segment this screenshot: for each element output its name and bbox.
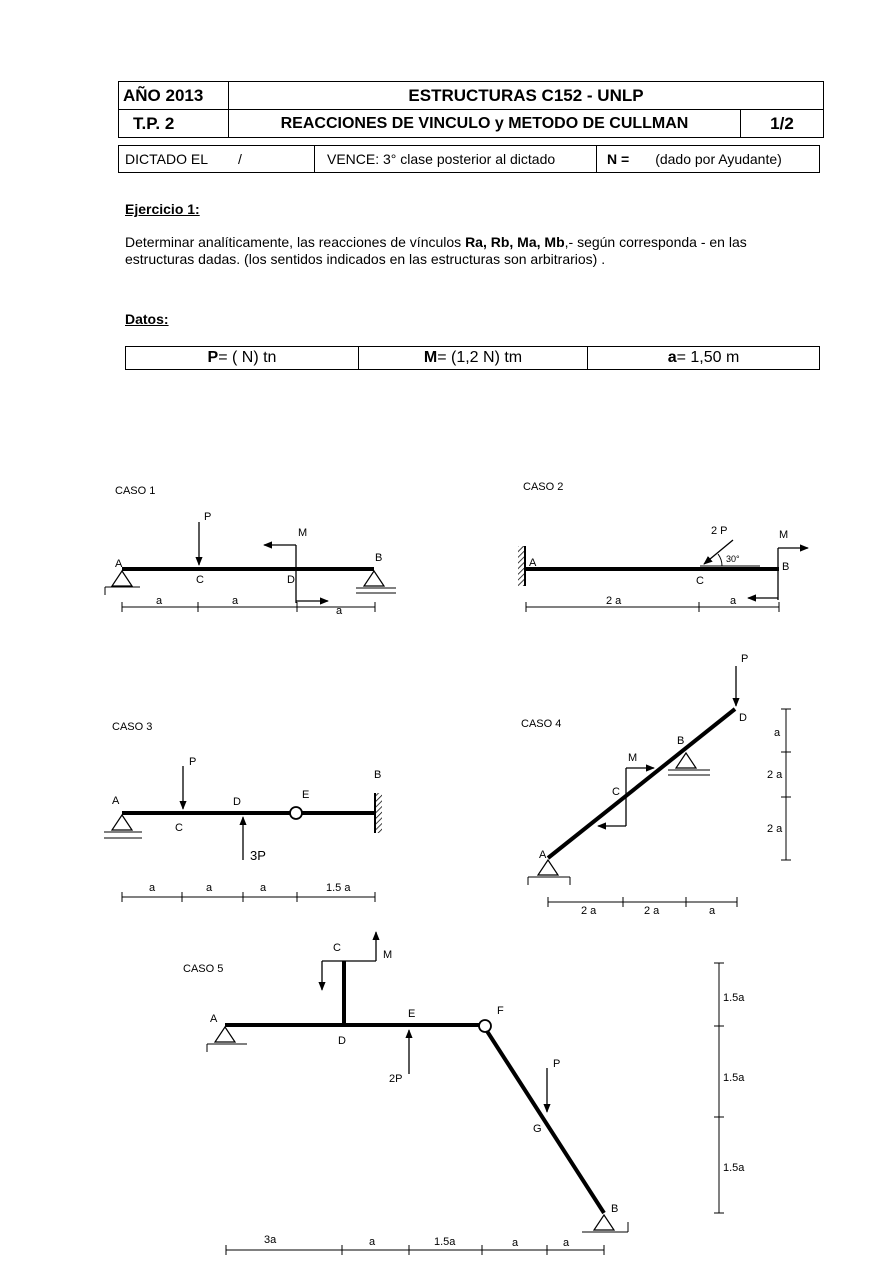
caso4-label-b: B <box>677 735 685 747</box>
caso1-dim-3: a <box>336 605 343 617</box>
caso-1-diagram <box>105 485 396 617</box>
datos-p: P = ( N) tn <box>126 347 359 369</box>
datos-m: M = (1,2 N) tm <box>359 347 588 369</box>
caso4-label-a: A <box>539 849 547 861</box>
exercise-text: Determinar analíticamente, las reacciones de vínculos Ra, Rb, Ma, Mb,- según corresponda - en las estructuras dadas. (los sentidos indicados en las estructuras son arbitrarios) . <box>125 234 747 267</box>
caso5-dim-h5: a <box>563 1237 570 1249</box>
caso1-support-b <box>356 571 396 593</box>
caso4-dim-h3: a <box>709 905 716 917</box>
caso2-label-a: A <box>529 557 537 569</box>
caso1-title: CASO 1 <box>115 485 156 497</box>
caso5-dim-v3: 1.5a <box>723 1162 745 1174</box>
caso5-dim-h2: a <box>369 1236 376 1248</box>
caso5-support-b <box>582 1215 628 1232</box>
subject-title: REACCIONES DE VINCULO y METODO DE CULLMAN <box>229 110 741 137</box>
caso2-label-b: B <box>782 561 790 573</box>
caso5-inclined-bar <box>485 1028 604 1213</box>
caso4-bar <box>548 709 735 858</box>
vence-label: VENCE: 3° clase posterior al dictado <box>315 146 597 172</box>
dictado-label: DICTADO EL <box>125 151 208 167</box>
course-title: ESTRUCTURAS C152 - UNLP <box>408 85 644 105</box>
caso3-dim-2: a <box>206 882 213 894</box>
caso-5-diagram <box>183 932 745 1255</box>
caso3-label-p: P <box>189 756 197 768</box>
caso5-label-g: G <box>533 1123 542 1135</box>
caso4-dim-v2: 2 a <box>767 769 783 781</box>
caso4-dim-v3: 2 a <box>767 823 783 835</box>
caso5-dim-v1: 1.5a <box>723 992 745 1004</box>
caso5-dim-h1: 3a <box>264 1234 277 1246</box>
caso5-force: 2P <box>389 1073 403 1085</box>
caso3-label-a: A <box>112 795 120 807</box>
caso3-hinge-e <box>290 807 302 819</box>
caso4-title: CASO 4 <box>521 718 562 730</box>
caso3-dim-1: a <box>149 882 156 894</box>
datos-heading: Datos: <box>125 311 169 327</box>
caso5-label-b: B <box>611 1203 619 1215</box>
caso-2-diagram <box>518 481 808 612</box>
caso3-fixed-wall <box>375 793 382 833</box>
tp-cell: T.P. 2 <box>119 110 229 137</box>
caso3-title: CASO 3 <box>112 721 153 733</box>
caso1-support-a <box>105 571 140 595</box>
caso2-dim-1: 2 a <box>606 595 622 607</box>
caso4-label-d: D <box>739 712 747 724</box>
caso2-dim-2: a <box>730 595 737 607</box>
caso2-label-c: C <box>696 575 704 587</box>
caso2-angle: 30° <box>726 554 740 564</box>
caso4-label-m: M <box>628 752 638 764</box>
n-label: N = <box>607 151 630 167</box>
caso-3-diagram <box>104 721 382 902</box>
caso4-label-c: C <box>612 786 620 798</box>
caso5-label-d: D <box>338 1035 346 1047</box>
exercise-heading: Ejercicio 1: <box>125 201 200 217</box>
caso5-label-a: A <box>210 1013 218 1025</box>
caso3-support-a <box>104 815 142 838</box>
caso4-dim-h2: 2 a <box>644 905 660 917</box>
caso4-label-p: P <box>741 653 749 665</box>
caso5-label-f: F <box>497 1005 504 1017</box>
caso3-label-c: C <box>175 822 183 834</box>
page-number: 1/2 <box>770 113 794 133</box>
caso5-dim-h4: a <box>512 1237 519 1249</box>
caso2-fixed-wall <box>518 546 525 586</box>
caso5-dim-h3: 1.5a <box>434 1236 456 1248</box>
caso3-dim-3: a <box>260 882 267 894</box>
caso1-dim-1: a <box>156 595 163 607</box>
caso5-label-m: M <box>383 949 393 961</box>
caso4-dim-v1: a <box>774 727 781 739</box>
n-value: (dado por Ayudante) <box>655 151 782 167</box>
caso4-dim-h1: 2 a <box>581 905 597 917</box>
caso5-support-a <box>207 1027 247 1052</box>
caso1-label-p: P <box>204 511 212 523</box>
caso3-label-e: E <box>302 789 310 801</box>
caso1-label-c: C <box>196 574 204 586</box>
caso2-title: CASO 2 <box>523 481 564 493</box>
caso1-label-a: A <box>115 558 123 570</box>
dictado-slash: / <box>237 151 242 167</box>
caso4-support-a <box>528 860 570 885</box>
datos-a: a = 1,50 m <box>667 349 740 366</box>
caso2-force: 2 P <box>711 525 728 537</box>
caso5-title: CASO 5 <box>183 963 224 975</box>
caso-4-diagram <box>521 653 791 917</box>
caso3-dim-4: 1.5 a <box>326 882 351 894</box>
caso1-label-m: M <box>298 527 308 539</box>
caso5-label-p: P <box>553 1058 561 1070</box>
caso5-hinge-f <box>479 1020 491 1032</box>
caso2-label-m: M <box>779 529 789 541</box>
caso5-label-e: E <box>408 1008 416 1020</box>
caso3-force: 3P <box>250 848 266 863</box>
caso1-dim-2: a <box>232 595 239 607</box>
caso3-label-d: D <box>233 796 241 808</box>
caso5-label-c: C <box>333 942 341 954</box>
caso3-label-b: B <box>374 769 382 781</box>
caso5-dim-v2: 1.5a <box>723 1072 745 1084</box>
caso1-label-b: B <box>375 552 383 564</box>
caso1-label-d: D <box>287 574 295 586</box>
year-cell: AÑO 2013 <box>119 82 229 109</box>
